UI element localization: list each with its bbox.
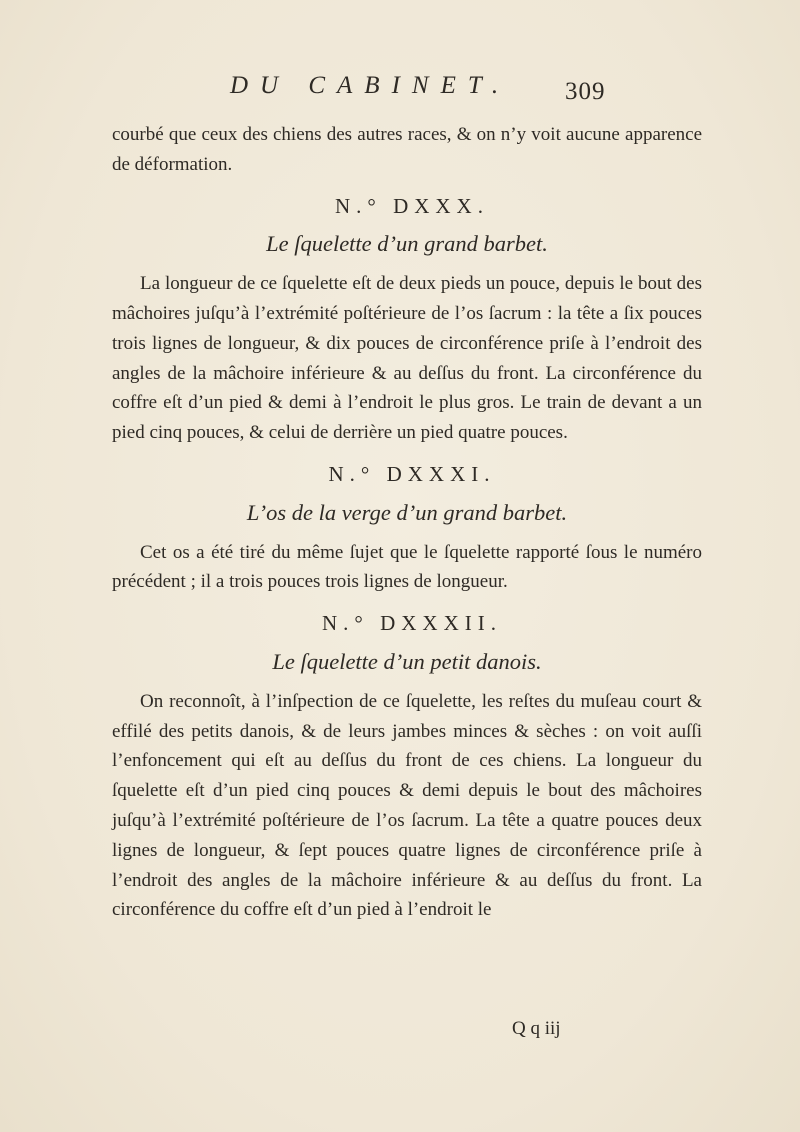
page-number: 309	[565, 78, 606, 105]
paragraph-continuation: courbé que ceux des chiens des autres races, & on n’y voit aucune apparence de déformation.	[112, 124, 702, 175]
main-text	[112, 120, 702, 925]
entry-number-dxxx: N.° DXXX.	[335, 193, 489, 218]
paragraph-dxxxi: Cet os a été tiré du même ſujet que le ſquelette rapporté ſous le numéro précédent ; il a trois pouces trois lignes de longueur.	[112, 541, 702, 593]
running-title: DU CABINET.	[230, 72, 511, 99]
entry-number-dxxxii: N.° DXXXII.	[322, 611, 502, 636]
signature-mark: Q q iij	[512, 1018, 561, 1039]
entry-number-dxxxi: N.° DXXXI.	[328, 461, 496, 486]
paragraph-dxxxii: On reconnoît, à l’inſpection de ce ſquelette, les reſtes du muſeau court & effilé des petits danois, & de leurs jambes minces & sèches : on voit auſſi l’enfoncement qui eſt au deſſus du front de ces chiens. La longueur du ſquelette eſt d’un pied cinq pouces & demi depuis le bout des mâchoires juſqu’à l’extrémité poſtérieure de l’os ſacrum. La tête a quatre pouces deux lignes de longueur, & ſept pouces quatre lignes de circonférence priſe à l’endroit des angles de la mâchoire inférieure & au deſſus du front. La circonférence du coffre eſt d’un pied à l’endroit le	[112, 690, 702, 921]
entry-title-dxxxi: L’os de la verge d’un grand barbet.	[246, 499, 568, 525]
paragraph-dxxx: La longueur de ce ſquelette eſt de deux pieds un pouce, depuis le bout des mâchoires juſqu’à l’extrémité poſtérieure de l’os ſacrum : la tête a ſix pouces trois lignes de longueur, & dix pouces de circonférence priſe à l’endroit des angles de la mâchoire inférieure & au deſſus du front. La circonférence du coffre eſt d’un pied & demi à l’endroit le plus gros. Le train de devant a un pied cinq pouces, & celui de derrière un pied quatre pouces.	[112, 273, 702, 444]
entry-title-dxxx: Le ſquelette d’un grand barbet.	[266, 231, 548, 257]
entry-title-dxxxii: Le ſquelette d’un petit danois.	[272, 648, 542, 674]
